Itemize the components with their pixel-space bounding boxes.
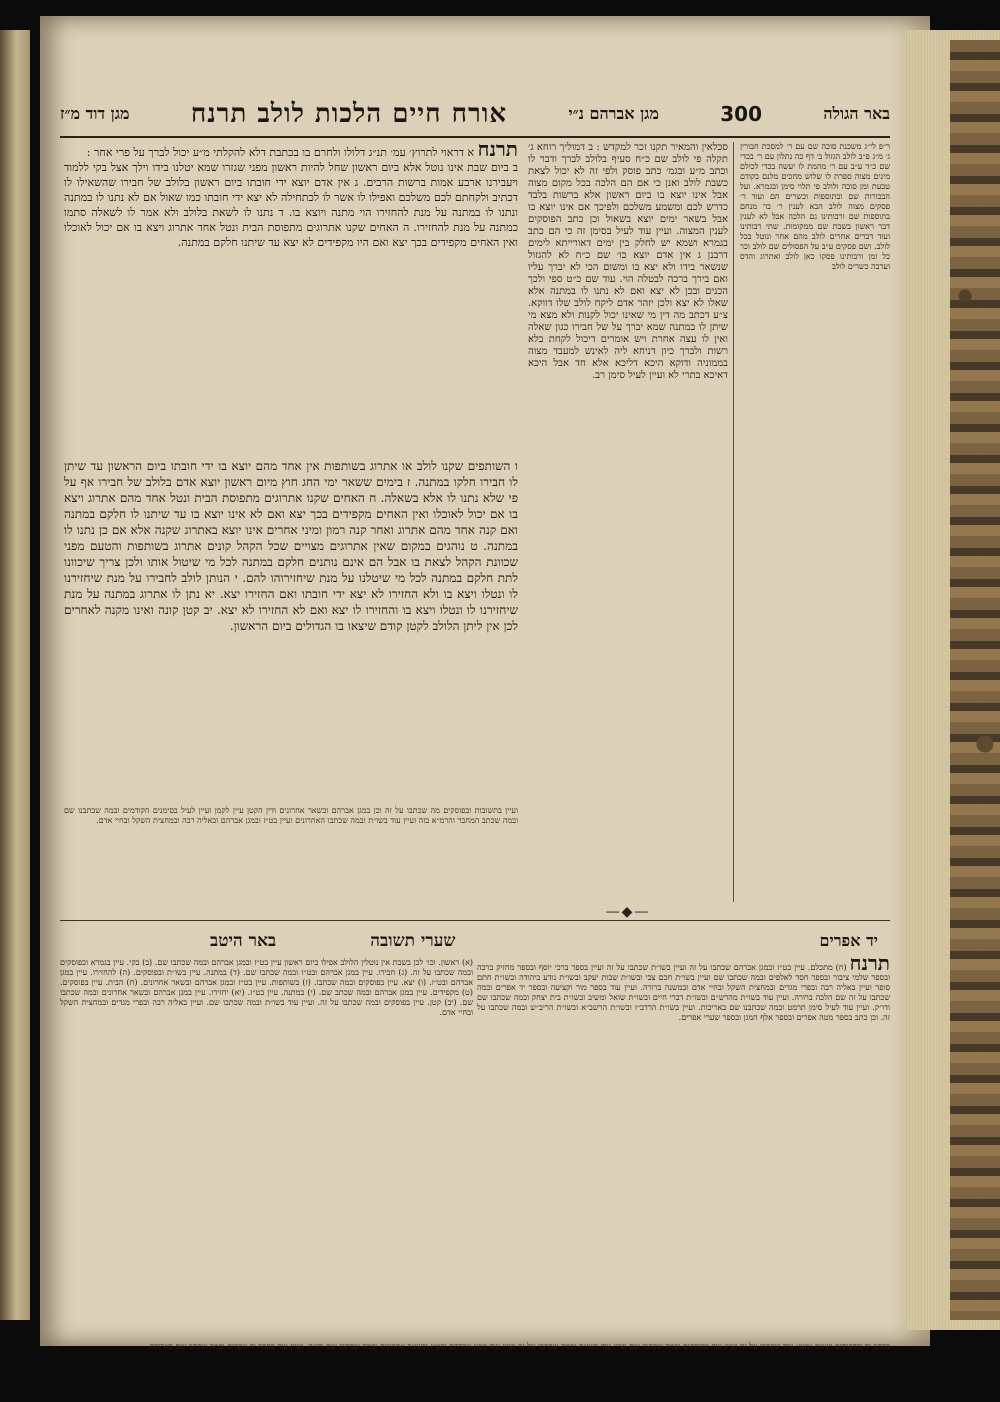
footnote-text: בכתב יד ובדפוסים ישנים נמצא עוד שכתבו על זה ועיין עוד בפוסקים ובמה שכתבו שם ועיין עוד בשו״ת ובמה שכתבו על זה ועיין עוד במגן אברהם ובט״ז ובשאר אחרונים ובמה שכתבו שם ודו״ק. ועיין עוד בספר יד אפרים ובמה שכתב שם בארוכה. xyxy=(147,1342,890,1351)
magen-avraham-label: מגן אברהם נ״י xyxy=(568,104,659,123)
magen-david-label: מגן דוד מ״ז xyxy=(60,104,130,123)
shaarei-teshuva-heading: שערי תשובה xyxy=(370,931,456,951)
marbled-edge xyxy=(950,40,1000,1320)
beer-hagolah-label: באר הגולה xyxy=(823,104,890,123)
notes-strip-text: ועיין בתשובות ובפוסקים מה שכתבו על זה וכן במגן אברהם ובשאר אחרונים ודין הקטן עיין לקמן ועיין לעיל בסימנים הקודמים ובמה שכתבנו שם ובמה שכתב המחבר והרמ״א בזה ועיין עוד בשו״ת ובמה שכתבו האחרונים ועיין בט״ז ובמגן אברהם ובאליה רבה ובמחצית השקל ובחיי אדם. xyxy=(64,806,518,825)
lower-notes-strip xyxy=(64,806,518,916)
ornamental-divider: —◆— xyxy=(605,904,651,920)
page-title: אורח חיים הלכות לולב תרנח xyxy=(190,99,508,129)
lower-section-headings xyxy=(60,927,890,955)
main-text-body: ב ביום שבת אינו נוטל אלא ביום ראשון שחל להיות ראשון מפני שגזרו שמא יטלנו בידו וילך אצל בקי ללמוד ויעבירנו ארבע אמות ברשות הרבים. ג אין אדם יוצא ידי חובתו ביום ראשון בלולב של חבירו שהשאילו לו דכתיב ולקחתם לכם משלכם ואפילו לו אשר לו לכתחילה לא יצא ידי חובתו כמו שאול אם לא נתנו לו במתנה ונתנו לו במתנה על מנת להחזירו הוי מתנה ויוצא בו. ד נתנו לו לשאת בלולב ולא אמר לו לשאלה סתמו כמתנה על מנת להחזירו. ה האחים שקנו אתרוגים מתפוסת הבית ונטל אחד אתרוג ויצא בו אם יכול לאוכלו ואין האחים מקפידים בכך יצא ואם היו מקפידים לא יצא עד שיתנו חלקם במתנה. xyxy=(64,161,518,249)
bottom-footnote xyxy=(60,1342,890,1402)
beer-hagolah-gloss-column xyxy=(733,142,890,902)
main-text-continuation xyxy=(64,458,518,802)
lower-commentaries xyxy=(60,951,891,1338)
main-shulchan-aruch-text xyxy=(64,137,518,452)
gloss-text: ר״פ לי״ג משכנת סוכה שם עם ר׳ למסכת חבורין ג׳ מ״ג פ״ב לולב הגזול ב׳ דף כה נתלון עם ר׳ בכדי שם כ״ד ע״ב עם ר׳ מהמת לו יעשה בכדי לכולם מינים מצוה ספרת לו שלוש מחכים מלנם בקודם טבעת ומן סוכה ולולב פי תלוי סימן ובגמרא. ועל הבכורות שם ובתוספות וכשרים הם ועוד ר׳ פסקים מצוה לולב הבא לענין ר׳ בר מנחם בתוספות שם ורבותינו גם הלכה אבל לא לענין דבר ראשון בשבת שם ממקומות. שתי רבותינו ועוד דברים אחרים לולב מהם אחר ונוטל בכל לולב. ושם פסקים ע״ב על הפסולים שם לולב וכר כל זמן ורבותינו פסקו כאן לולב ואתרוג והדס וערבה כשרים לולב xyxy=(740,142,890,271)
main-opening-text: א דראוי לתרוץ׳ עמ׳ תנ״ג דלולו ולחרם בו בכתבת דלא להקלתי מ״ע יכול לברך על פרי אחר : xyxy=(86,146,475,159)
beer-heitev-text: (א) ראשון. וכו׳ לכן בשבת אין נוטלין הלולב אפילו ביום ראשון עיין בט״ז ובמגן אברהם ובמה שכתבו שם. (ב) בקי. עיין בגמרא ובפוסקים ובמה שכתבו על זה. (ג) חבירו. עיין במגן אברהם ובט״ז ובמה שכתבו שם. (ד) במתנה. עיין בשו״ת ובפוסקים. (ה) להחזירו. עיין במגן אברהם ובט״ז. (ו) יצא. עיין בפוסקים ובמה שכתבו. (ז) בשותפות. עיין בט״ז ובמגן אברהם ובשאר אחרונים. (ח) הבית. עיין בפוסקים. (ט) מקפידים. עיין במגן אברהם ובמה שכתב שם. (י) במתנה. עיין בט״ז. (יא) יחזירו. עיין במגן אברהם ובשאר אחרונים ובמה שכתבו שם. (יב) קטן. עיין בפוסקים ובמה שכתבו על זה. ועיין עוד בשו״ת ובמה שכתבו שם. ועיין באליה רבה ובפרי מגדים ובמחצית השקל ובחיי אדם. xyxy=(60,958,473,1017)
page-number: 300 xyxy=(720,102,762,126)
header-rule xyxy=(60,136,890,138)
running-head xyxy=(60,94,890,134)
facing-page-edge xyxy=(0,30,30,1320)
book-page xyxy=(40,16,930,1351)
page-body xyxy=(60,137,891,1351)
siman-heading: תרנח xyxy=(477,137,518,161)
shaarei-teshuva-column xyxy=(477,951,891,1338)
main-continuation-text: ו השותפים שקנו לולב או אתרוג בשותפות אין אחד מהם יוצא בו ידי חובתו ביום הראשון עד שיתן לו חבירו חלקו במתנה. ז בימים ששאר ימי החג חוץ מיום ראשון יוצא אדם בלולב של חבירו אף על פי שלא נתנו לו אלא בשאלה. ח האחים שקנו אתרוגים מתפוסת הבית ונטל אחד מהם אתרוג ויצא בו אם יכול לאוכלו ואין האחים מקפידים בכך יצא ואם לא אינו יוצא בו עד שיתנו לו חלקם במתנה ואם קנה אחד מהם אתרוג ואחר קנה רמון ומיני אחרים אינו יוצא באתרוג שקנה אלא אם כן נתנו לו במתנה. ט נוהגים במקום שאין אתרוגים מצויים שכל הקהל קונים אתרוג בשותפות והטעם מפני שכוונת הקהל לצאת בו אבל הם אינם נותנים חלקם במתנה לכל מי שיטול אותו ולכן צריך שיכוונו לתת חלקם במתנה לכל מי שיטלנו על מנת שיחזירוהו להם. י הנותן לולב לחבירו על מנת שיחזירנו לו ונטלו ויצא בו ולא החזירו לא יצא ידי חובתו ואם החזירו יצא. יא נתן לו אתרוג במתנה על מנת שיחזירנו לו ונטלו ויצא בו והחזירו לו יצא ואם לא החזירו לא יצא. יב קטן קונה ואינו מקנה לאחרים לכן אין ליתן הלולב לקטן קודם שיצאו בו הגדולים ביום הראשון. xyxy=(64,459,518,633)
shaarei-teshuva-siman: תרנח xyxy=(849,951,891,975)
magen-avraham-commentary-column xyxy=(528,142,728,902)
yad-efraim-heading: יד אפרים xyxy=(819,931,878,950)
lower-section-rule xyxy=(60,920,890,921)
beer-heitev-column xyxy=(60,958,473,1338)
shaarei-teshuva-text: (ח) מתכלם. עיין בט״ז ובמגן אברהם שכתבו על זה ועיין בשו״ת שכתבו על זה ועיין בספר ברכי יוסף ובספר מחזיק ברכה ובספר שלמי ציבור ובספר חסד לאלפים ובמה שכתבו שם ועיין בשו״ת חכם צבי ובשו״ת שבות יעקב ובשו״ת נודע ביהודה ובשו״ת חתם סופר ועיין באליה רבה ובפרי מגדים ובמחצית השקל ובחיי אדם ובמשנה ברורה. ועיין עוד בספר מור וקציעה ובספר יד אפרים ובמה שכתבו על זה שם הלכה ברורה. ועיין עוד בשו״ת מהרש״ם ובשו״ת דברי חיים ובשו״ת שואל ומשיב ובשו״ת בית יצחק ובמה שכתבו שם ודו״ק. ועיין עוד לעיל סימן תרמט ובמה שכתבנו שם באריכות. ועיין בשו״ת הרדב״ז ובשו״ת הרשב״א ובשו״ת הריב״ש ובמה שכתבו על זה. וכן כתב בספר מטה אפרים ובספר אלף המגן ובספר שערי אפרים. xyxy=(477,963,890,1022)
beer-heitev-heading: באר היטב xyxy=(210,931,277,951)
commentary-text: סכלאין והמאיר תקנו זכר למקדש : ב דמוליך רוחא ג׳ תקלה פי לולב שם כ״ח סעיף בלולב לברך ודבר לו וכתב מ״ע ובגמ׳ כתב פוסק ולפי זה לא יכול לצאת כשבת לולב ואנן כי אם הם הלכה בכל מקום מצוה אבל אינו יוצא בו ביום ראשון אלא ברשות בלבד כדרש לכם ומשמע משלכם ולפיכך אם אינו יוצא בו אבל בשאר ימים יוצא בשאול וכן כתב הפוסקים לענין המצוה. ועיין עוד לעיל בסימן זה כי הם כתב בגמרא ושמא יש לחלק בין ימים דאורייתא לימים דרבנן ג אין אדם יוצא כו׳ שם כ״ח לא להגזול שנשאר בידו ולא יצא בו ומשום הכי לא יברך עליו ואם בירך ברכה לבטלה הוי. עוד שם כ״ט ספי ולכך הכנים ובכן לא יצא ואם לא נתנו לו במתנה אלא שאלו לא יצא ולכן יזהר אדם ליקח לולב שלו דווקא. צ״ע דכתב מה דין מי שאינו יכול לקנות ולא מצא מי שיתן לו במתנה שמא יברך על של חבירו כגון שאלה ואין לו עצה אחרת ויש אומרים דיכול לקחת בלא רשות ולברך כיון דניחא ליה לאינש למעבד מצוה בממוניה ודוקא היכא דליכא אלא חד אבל היכא דאיכא בתרי לא ועיין לעיל סימן רב. xyxy=(528,142,728,381)
